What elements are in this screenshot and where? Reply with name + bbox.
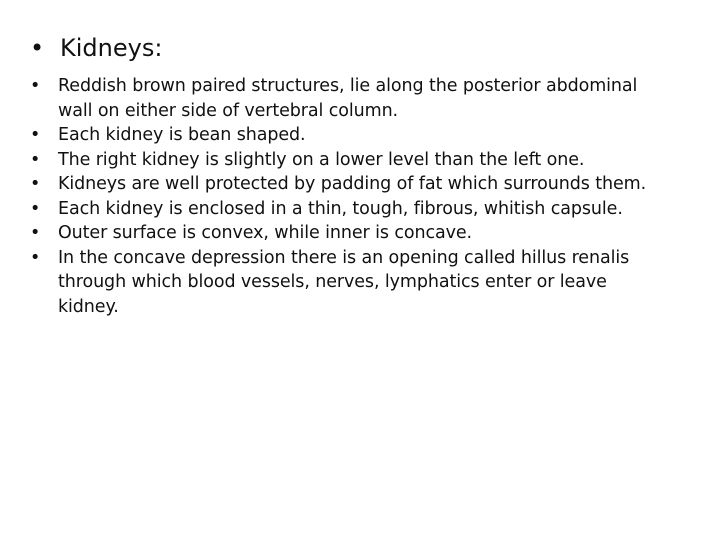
- list-item-text: Kidneys are well protected by padding of fat which surrounds them.: [58, 174, 647, 194]
- list-item: [30, 246, 670, 320]
- title-bullet-icon: •: [30, 34, 45, 62]
- title-text: Kidneys:: [60, 34, 163, 62]
- list-item: [30, 221, 670, 246]
- list-item: [30, 148, 670, 173]
- bullet-icon: •: [30, 223, 41, 243]
- bullet-icon: •: [30, 125, 41, 145]
- list-item-text: In the concave depression there is an opening called hillus renalis through which blood vessels, nerves, lymphatics enter or leave kidney.: [58, 247, 630, 317]
- list-item-text: Each kidney is bean shaped.: [58, 125, 306, 145]
- list-item: [30, 123, 670, 148]
- bullet-icon: •: [30, 198, 41, 219]
- slide-title: [30, 30, 162, 66]
- bullet-list: [30, 74, 670, 319]
- list-item-text: Each kidney is enclosed in a thin, tough, fibrous, whitish capsule.: [58, 198, 623, 219]
- list-item-text: The right kidney is slightly on a lower level than the left one.: [58, 149, 585, 170]
- list-item-text: Outer surface is convex, while inner is concave.: [58, 223, 472, 243]
- list-item: [30, 197, 670, 222]
- bullet-icon: •: [30, 174, 41, 194]
- bullet-icon: •: [30, 149, 41, 170]
- bullet-icon: •: [30, 247, 41, 268]
- list-item: [30, 172, 670, 197]
- list-item: [30, 74, 670, 123]
- bullet-icon: •: [30, 76, 41, 96]
- list-item-text: Reddish brown paired structures, lie along the posterior abdominal wall on either side of vertebral column.: [58, 76, 638, 121]
